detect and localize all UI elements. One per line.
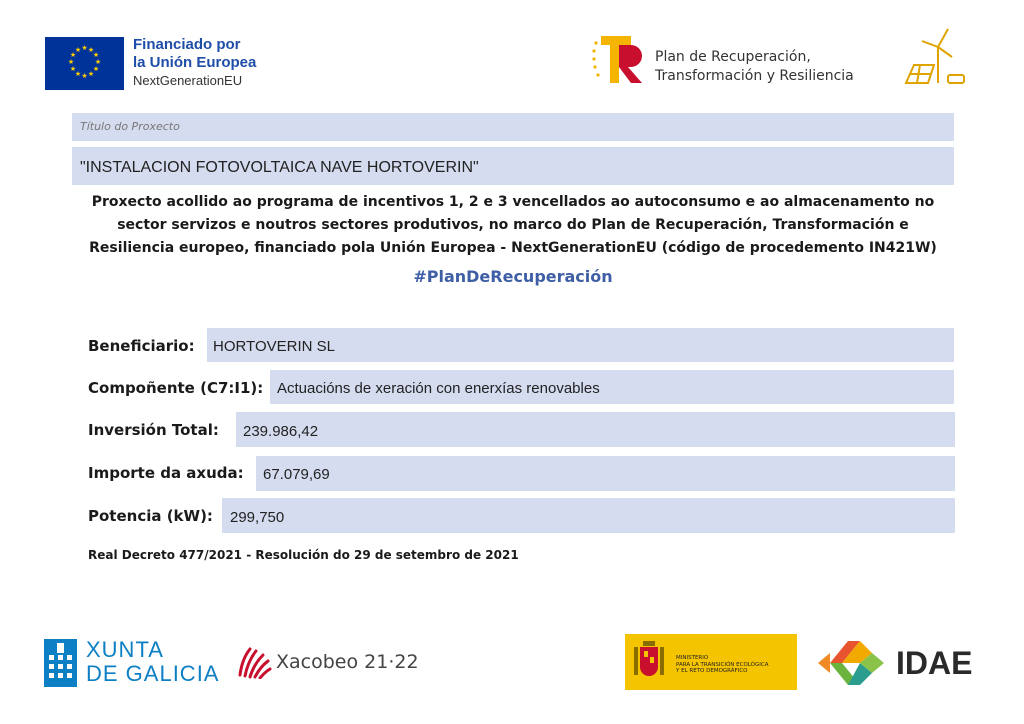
description-line-3: Resiliencia europeo, financiado pola Unión Europea - NextGenerationEU (código de procedemento IN421W) [89, 240, 937, 256]
project-title-value: "INSTALACION FOTOVOLTAICA NAVE HORTOVERIN" [80, 159, 479, 176]
total-investment-value-box [236, 412, 955, 447]
svg-text:★: ★ [67, 58, 75, 66]
recovery-plan-line-2: Transformación y Resiliencia [655, 68, 854, 84]
ministry-line-3: Y EL RETO DEMOGRÁFICO [676, 668, 748, 674]
svg-text:★: ★ [81, 72, 88, 80]
eu-funding-text [133, 36, 333, 90]
total-investment-label: Inversión Total: [88, 421, 219, 439]
galicia-shield-icon [44, 639, 77, 687]
xunta-line-1: XUNTA [86, 637, 164, 662]
power-value-box [222, 498, 955, 533]
recovery-plan-text [655, 48, 895, 86]
xacobeo-logo-text: Xacobeo 21·22 [276, 651, 419, 673]
description-line-2: sector servizos e noutros sectores produtivos, no marco do Plan de Recuperación, Transformación e [117, 217, 909, 233]
svg-text:★: ★ [87, 46, 95, 54]
total-investment-value: 239.986,42 [243, 423, 319, 440]
ministry-line-2: PARA LA TRANSICIÓN ECOLÓGICA [676, 661, 769, 668]
svg-text:★: ★ [81, 44, 88, 52]
eu-line-1: Financiado por [133, 36, 241, 53]
aid-amount-label: Importe da axuda: [88, 464, 244, 482]
eu-line-2: la Unión Europea [133, 54, 257, 71]
beneficiary-label: Beneficiario: [88, 337, 195, 355]
svg-text:★: ★ [74, 46, 82, 54]
svg-text:★: ★ [87, 70, 95, 78]
eu-flag-icon [45, 37, 124, 90]
idae-logo-text: IDAE [896, 645, 973, 681]
aid-amount-value-box [256, 456, 955, 491]
project-description [62, 191, 964, 260]
svg-text:★: ★ [94, 58, 102, 66]
svg-text:★: ★ [92, 65, 100, 73]
beneficiary-value: HORTOVERIN SL [213, 338, 335, 355]
eu-line-3: NextGenerationEU [133, 73, 243, 88]
component-value: Actuacións de xeración con enerxías renovables [277, 380, 600, 397]
hashtag: #PlanDeRecuperación [413, 267, 613, 286]
scallop-shell-icon [236, 645, 272, 679]
description-line-1: Proxecto acollido ao programa de incentivos 1, 2 e 3 vencellados ao autoconsumo e ao almacenamento no [91, 194, 935, 210]
wind-solar-icon [900, 25, 970, 90]
ministry-text [676, 655, 794, 675]
power-value: 299,750 [230, 509, 285, 526]
ministry-line-1: MINISTERIO [676, 655, 709, 661]
svg-text:★: ★ [92, 51, 100, 59]
xunta-logo-text [86, 638, 219, 686]
svg-text:★: ★ [74, 70, 82, 78]
svg-text:★: ★ [69, 51, 77, 59]
svg-text:★: ★ [69, 65, 77, 73]
legal-note: Real Decreto 477/2021 - Resolución do 29 de setembro de 2021 [88, 548, 519, 562]
idae-logo-icon [808, 633, 892, 693]
project-title-label-box [72, 113, 954, 141]
aid-amount-value: 67.079,69 [263, 466, 330, 483]
project-title-label: Título do Proxecto [80, 120, 180, 133]
component-label: Compoñente (C7:I1): [88, 379, 264, 397]
xunta-line-2: DE GALICIA [86, 661, 220, 686]
tr-logo-icon [590, 33, 650, 85]
recovery-plan-line-1: Plan de Recuperación, [655, 49, 811, 65]
power-label: Potencia (kW): [88, 507, 213, 525]
spain-coat-of-arms-icon [632, 641, 666, 683]
